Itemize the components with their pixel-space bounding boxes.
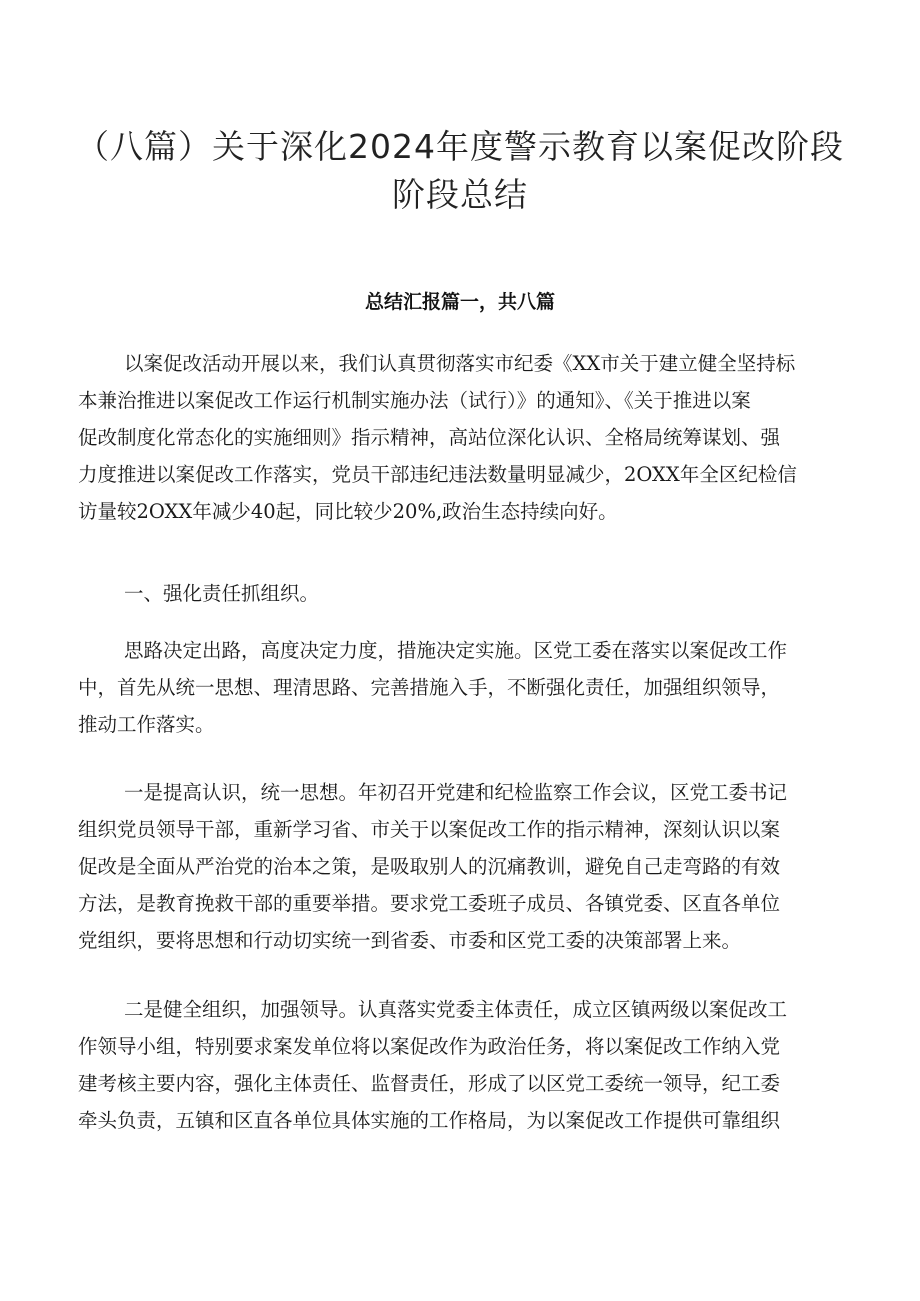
document-title-line-2: 阶段总结 (392, 175, 528, 214)
paragraph-line: 牵头负责，五镇和区直各单位具体实施的工作格局，为以案促改工作提供可靠组织 (78, 1109, 781, 1132)
paragraph-line: 访量较2OXX年减少40起，同比较少20%,政治生态持续向好。 (78, 500, 618, 523)
paragraph-line: 组织党员领导干部，重新学习省、市关于以案促改工作的指示精神，深刻认识以案 (78, 818, 781, 841)
paragraph-line: 本兼治推进以案促改工作运行机制实施办法（试行）》的通知》、《关于推进以案 (78, 389, 751, 412)
paragraph-line: 以案促改活动开展以来，我们认真贯彻落实市纪委《XX市关于建立健全坚持标 (124, 352, 796, 375)
paragraph-line: 二是健全组织，加强领导。认真落实党委主体责任，成立区镇两级以案促改工 (124, 998, 788, 1021)
paragraph-line: 推动工作落实。 (78, 713, 215, 736)
paragraph-line: 建考核主要内容，强化主体责任、监督责任，形成了以区党工委统一领导，纪工委 (78, 1072, 781, 1095)
section-heading: 一、强化责任抓组织。 (124, 582, 320, 605)
paragraph-thinking (78, 632, 860, 743)
paragraph-line: 一是提高认识，统一思想。年初召开党建和纪检监察工作会议，区党工委书记 (124, 781, 788, 804)
document-title-line-1: （八篇）关于深化2024年度警示教育以案促改阶段 (76, 127, 844, 166)
section-subtitle: 总结汇报篇一，共八篇 (364, 291, 555, 313)
paragraph-line: 促改制度化常态化的实施细则》指示精神，高站位深化认识、全格局统筹谋划、强 (78, 426, 781, 449)
paragraph-line: 思路决定出路，高度决定力度，措施决定实施。区党工委在落实以案促改工作 (124, 639, 788, 662)
paragraph-line: 党组织，要将思想和行动切实统一到省委、市委和区党工委的决策部署上来。 (78, 929, 742, 952)
paragraph-line: 方法，是教育挽救干部的重要举措。要求党工委班子成员、各镇党委、区直各单位 (78, 892, 781, 915)
paragraph-line: 中，首先从统一思想、理清思路、完善措施入手，不断强化责任，加强组织领导， (78, 676, 781, 699)
paragraph-line: 促改是全面从严治党的治本之策，是吸取别人的沉痛教训，避免自己走弯路的有效 (78, 855, 781, 878)
paragraph-line: 作领导小组，特别要求案发单位将以案促改作为政治任务，将以案促改工作纳入党 (78, 1035, 781, 1058)
paragraph-intro (78, 345, 860, 530)
paragraph-awareness (78, 774, 860, 959)
paragraph-line: 力度推进以案促改工作落实，党员干部违纪违法数量明显减少，2OXX年全区纪检信 (78, 463, 797, 486)
paragraph-organization (78, 991, 860, 1139)
